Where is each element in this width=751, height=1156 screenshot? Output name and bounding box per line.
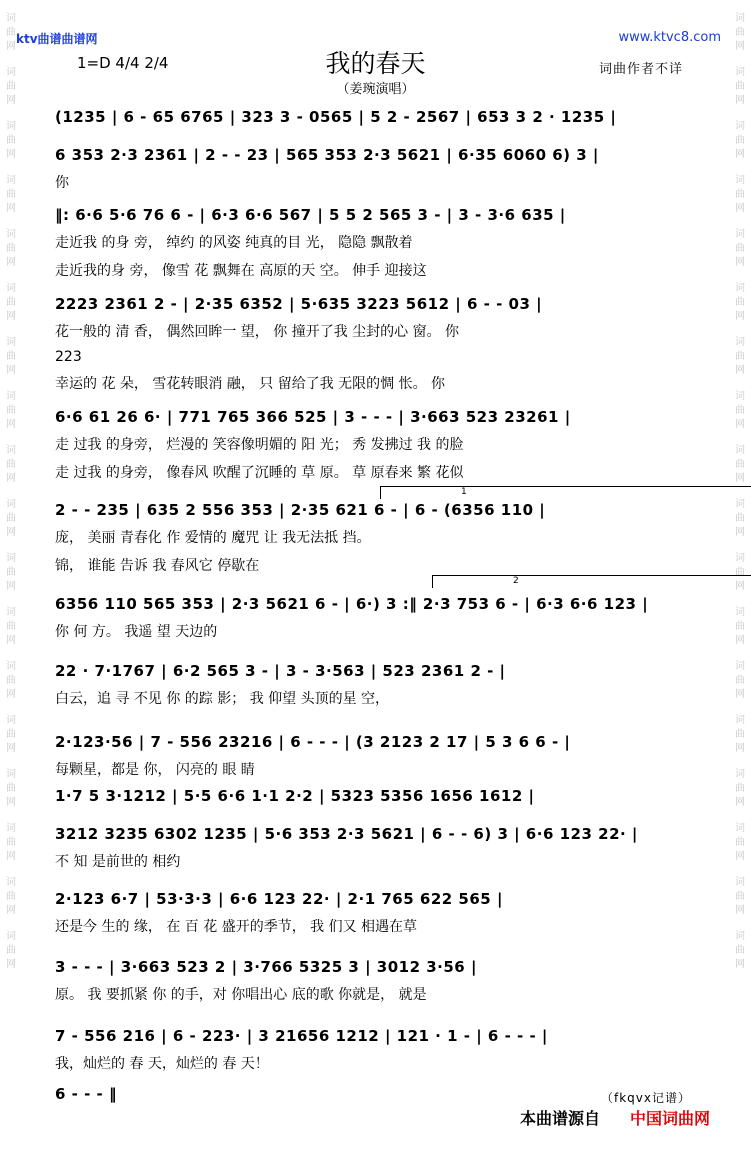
watermark-text: 词曲网: [735, 229, 745, 268]
ending-bracket-2: 2: [432, 575, 751, 588]
watermark-text: 词曲网: [6, 229, 16, 268]
source-label: 本曲谱源自: [520, 1109, 601, 1128]
watermark-text: 词曲网: [6, 283, 16, 322]
watermark-text: 词曲网: [6, 391, 16, 430]
lyric-line: 还是今 生的 缘， 在 百 花 盛开的季节， 我 们又 相遇在草: [55, 919, 418, 935]
notation-line: 6·6 61 26 6· | 771 765 366 525 | 3 - - - | 3·663 523 23261 |: [55, 408, 571, 426]
score-line: [55, 958, 705, 1004]
notation-line: 1·7 5 3·1212 | 5·5 6·6 1·1 2·2 | 5323 5356 1656 1612 |: [55, 787, 535, 805]
score-line: [55, 595, 705, 641]
notation-line: 3212 3235 6302 1235 | 5·6 353 2·3 5621 | 6 - - 6) 3 | 6·6 123 22· |: [55, 825, 638, 843]
watermark-text: 词曲网: [6, 931, 16, 970]
score-line: [55, 1027, 705, 1073]
watermark-text: 词曲网: [6, 715, 16, 754]
watermark-text: 词曲网: [735, 607, 745, 646]
lyric-line: 每颗星，都是 你， 闪亮的 眼 睛: [55, 762, 255, 778]
watermark-text: 词曲网: [6, 823, 16, 862]
site-logo-left[interactable]: ktv曲谱曲谱网: [16, 32, 98, 46]
watermark-text: 词曲网: [6, 661, 16, 700]
watermark-text: 词曲网: [735, 715, 745, 754]
watermark-text: 词曲网: [6, 769, 16, 808]
site-url-right[interactable]: www.ktvc8.com: [618, 30, 721, 45]
notation-line: 6 353 2·3 2361 | 2 - - 23 | 565 353 2·3 5621 | 6·35 6060 6) 3 |: [55, 146, 599, 164]
lyric-line: 走 过我 的身旁， 烂漫的 笑容像明媚的 阳 光； 秀 发拂过 我 的脸: [55, 437, 464, 453]
notation-line: 22 · 7·1767 | 6·2 565 3 - | 3 - 3·563 | 523 2361 2 - |: [55, 662, 506, 680]
lyric-line: 走近我 的身 旁， 绰约 的风姿 纯真的目 光， 隐隐 飘散着: [55, 235, 413, 251]
key-signature: 1=D 4/4 2/4: [77, 54, 169, 72]
watermark-text: 词曲网: [735, 661, 745, 700]
watermark-text: 词曲网: [6, 553, 16, 592]
score-line: [55, 146, 705, 192]
lyric-line: 花一般的 清 香， 偶然回眸一 望， 你 撞开了我 尘封的心 窗。 你: [55, 324, 460, 340]
watermark-text: 词曲网: [6, 337, 16, 376]
notation-line: 6356 110 565 353 | 2·3 5621 6 - | 6·) 3 :‖ 2·3 753 6 - | 6·3 6·6 123 |: [55, 595, 649, 613]
lyric-line: 庞， 美丽 青春化 作 爱情的 魔咒 让 我无法抵 挡。: [55, 530, 371, 546]
composer-credit: 词曲作者不详: [598, 62, 683, 77]
left-watermark-strip: [0, 0, 22, 1156]
notation-line: 3 - - - | 3·663 523 2 | 3·766 5325 3 | 3012 3·56 |: [55, 958, 477, 976]
score-line: [55, 662, 705, 708]
lyric-line: 不 知 是前世的 相约: [55, 854, 181, 870]
notation-line: (1235 | 6 - 65 6765 | 323 3 - 0565 | 5 2 - 2567 | 653 3 2 · 1235 |: [55, 108, 617, 126]
lyric-line: 幸运的 花 朵， 雪花转眼消 融， 只 留给了我 无限的惆 怅。 你: [55, 376, 446, 392]
watermark-text: 词曲网: [735, 67, 745, 106]
watermark-text: 词曲网: [735, 13, 745, 52]
notation-line: 2 - - 235 | 635 2 556 353 | 2·35 621 6 - | 6 - (6356 110 |: [55, 501, 546, 519]
source-site-link[interactable]: 中国词曲网: [630, 1109, 711, 1128]
watermark-text: 词曲网: [6, 499, 16, 538]
watermark-text: 词曲网: [6, 175, 16, 214]
watermark-text: 词曲网: [735, 553, 745, 592]
score-line: [55, 108, 705, 126]
notation-line: 2·123 6·7 | 53·3·3 | 6·6 123 22· | 2·1 765 622 565 |: [55, 890, 503, 908]
notation-line: 2·123·56 | 7 - 556 23216 | 6 - - - | (3 2123 2 17 | 5 3 6 6 - |: [55, 733, 571, 751]
lyric-line: 走 过我 的身旁， 像春风 吹醒了沉睡的 草 原。 草 原春来 繁 花似: [55, 465, 464, 481]
watermark-text: 词曲网: [6, 607, 16, 646]
watermark-text: 词曲网: [735, 931, 745, 970]
watermark-text: 词曲网: [735, 823, 745, 862]
watermark-text: 词曲网: [735, 121, 745, 160]
notation-line: 6 - - - ‖: [55, 1085, 118, 1103]
transcriber-credit: （fkqvx记谱）: [601, 1091, 691, 1105]
ending-bracket-1: 1: [380, 486, 751, 499]
score-line: [55, 787, 705, 805]
notation-line: 2223 2361 2 - | 2·35 6352 | 5·635 3223 5612 | 6 - - 03 |: [55, 295, 543, 313]
watermark-text: 词曲网: [6, 121, 16, 160]
watermark-text: 词曲网: [735, 337, 745, 376]
notation-line: ‖: 6·6 5·6 76 6 - | 6·3 6·6 567 | 5 5 2 565 3 - | 3 - 3·6 635 |: [55, 206, 566, 224]
watermark-text: 词曲网: [735, 769, 745, 808]
score-line: [55, 206, 705, 280]
watermark-text: 词曲网: [6, 445, 16, 484]
score-line: [55, 733, 705, 779]
score-line: [55, 408, 705, 482]
lyric-line: 你: [55, 175, 69, 191]
watermark-text: 词曲网: [6, 13, 16, 52]
score-line: [55, 295, 705, 393]
watermark-text: 词曲网: [735, 175, 745, 214]
watermark-text: 词曲网: [735, 877, 745, 916]
singer-credit: （姜琬演唱）: [336, 82, 415, 97]
lyric-line: 223: [55, 349, 82, 365]
score-line: [55, 890, 705, 936]
watermark-text: 词曲网: [735, 391, 745, 430]
watermark-text: 词曲网: [735, 445, 745, 484]
page-title: 我的春天: [325, 49, 426, 78]
lyric-line: 你 何 方。 我遥 望 天边的: [55, 624, 218, 640]
watermark-text: 词曲网: [735, 499, 745, 538]
lyric-line: 原。 我 要抓紧 你 的手，对 你唱出心 底的歌 你就是， 就是: [55, 987, 427, 1003]
lyric-line: 我，灿烂的 春 天，灿烂的 春 天！: [55, 1056, 269, 1072]
score-line: [55, 501, 705, 575]
lyric-line: 走近我的身 旁， 像雪 花 飘舞在 高原的天 空。 伸手 迎接这: [55, 263, 427, 279]
lyric-line: 锦， 谁能 告诉 我 春风它 停歇在: [55, 558, 260, 574]
watermark-text: 词曲网: [6, 67, 16, 106]
score-line: [55, 825, 705, 871]
lyric-line: 白云，追 寻 不见 你 的踪 影； 我 仰望 头顶的星 空，: [55, 691, 390, 707]
notation-line: 7 - 556 216 | 6 - 223· | 3 21656 1212 | 121 · 1 - | 6 - - - |: [55, 1027, 548, 1045]
watermark-text: 词曲网: [6, 877, 16, 916]
watermark-text: 词曲网: [735, 283, 745, 322]
